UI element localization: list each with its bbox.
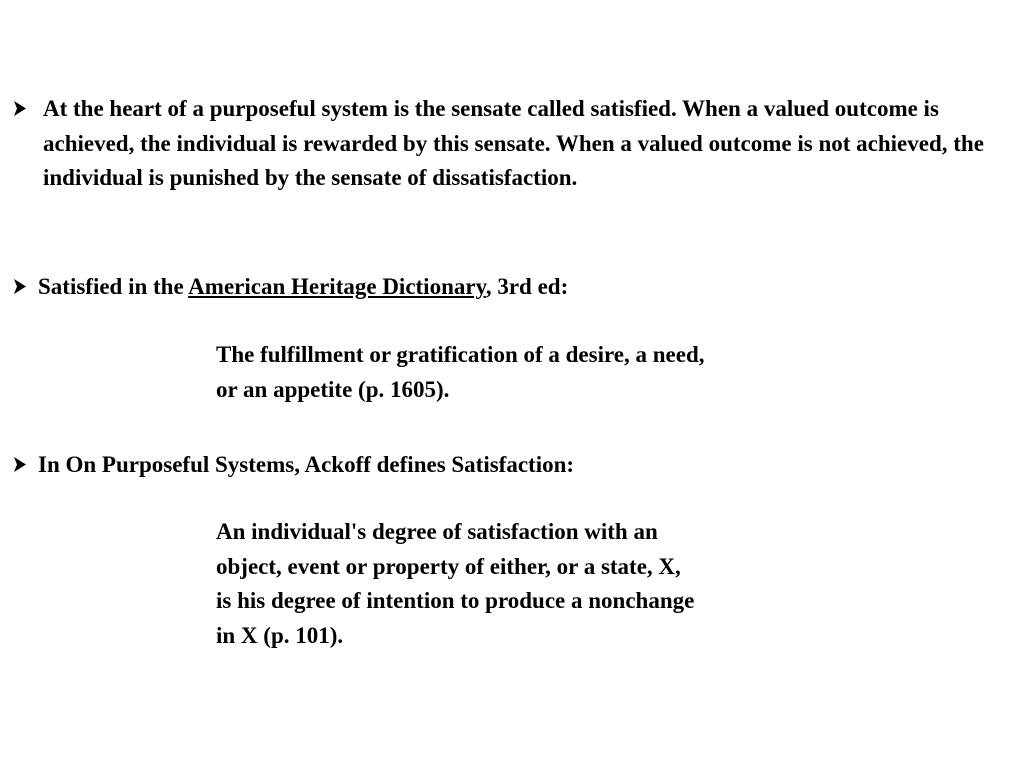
bullet-dictionary-definition — [14, 270, 1014, 305]
bullet-row — [14, 448, 1014, 483]
bullet-sensate-satisfied — [14, 92, 1014, 196]
bullet-suffix: , 3rd ed: — [485, 274, 569, 299]
dictionary-title: American Heritage Dictionary — [188, 274, 486, 299]
quote-line: in X (p. 101). — [216, 622, 344, 648]
quote-line: object, event or property of either, or a state, X, — [216, 553, 681, 579]
bullet-text: At the heart of a purposeful system is the sensate called satisfied. When a valued outcome is achieved, the individual is rewarded by this sensate. When a valued outcome is not achieved, the individual is punished by the sensate of dissatisfaction. — [43, 96, 984, 190]
arrowhead-bullet-icon — [14, 92, 36, 127]
quote-line: The fulfillment or gratification of a desire, a need, — [216, 342, 705, 367]
bullet-prefix: Satisfied in the — [38, 274, 189, 299]
quote-line: is his degree of intention to produce a nonchange — [216, 588, 695, 613]
bullet-ackoff-definition — [14, 448, 1014, 483]
quote-line: or an appetite (p. 1605). — [216, 376, 450, 402]
ackoff-quote — [216, 515, 856, 653]
bullet-row — [14, 270, 1014, 305]
arrowhead-bullet-icon — [14, 270, 36, 305]
dictionary-quote — [216, 338, 856, 407]
bullet-row — [14, 92, 1014, 196]
arrowhead-bullet-icon — [14, 448, 36, 483]
bullet-text: In On Purposeful Systems, Ackoff defines Satisfaction: — [38, 452, 575, 477]
quote-line: An individual's degree of satisfaction with an — [216, 519, 658, 544]
